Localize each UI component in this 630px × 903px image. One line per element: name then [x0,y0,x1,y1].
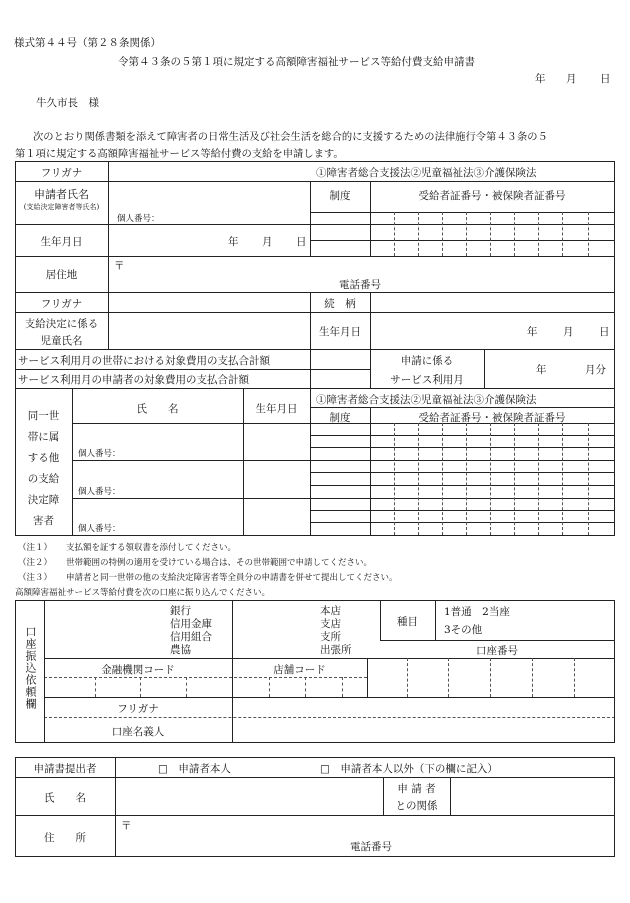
address-label: 居住地 [45,269,78,281]
date-month[interactable]: 月 [566,73,577,85]
household-side-6: 害者 [33,515,54,527]
household-side-5: 決定障 [27,494,60,506]
household-name-header: 氏 名 [136,403,179,415]
service-year[interactable]: 年 [536,364,547,376]
submitter-self-checkbox[interactable]: □ 申請者本人 [158,763,231,775]
cert-number-label: 受給者証番号・被保険者証番号 [418,190,566,202]
household-law-options[interactable]: ①障害者総合支援法②児童福祉法③介護保険法 [316,394,537,406]
submitter-phone-label: 電話番号 [350,841,392,853]
applicant-name-label: 申請者氏名 [34,188,89,201]
note-1-tag: （注１） [18,543,53,553]
inst-type-bank[interactable]: 銀行 [170,605,191,617]
applicant-furigana-label: フリガナ [40,167,83,179]
note-2-text: 世帯範囲の特例の適用を受けている場合は、その世帯範囲で申請してください。 [66,558,373,568]
applicant-law-options[interactable]: ①障害者総合支援法②児童福祉法③介護保険法 [316,167,537,179]
relation-label: 続 柄 [324,298,356,310]
bank-code-label: 金融機関コード [101,664,175,676]
child-name-label-2: 児童氏名 [40,335,83,347]
child-birth-year[interactable]: 年 [527,326,538,338]
branch-type-sub[interactable]: 出張所 [320,644,352,656]
inst-type-shinkin[interactable]: 信用金庫 [170,618,212,630]
branch-type-branch[interactable]: 支店 [320,618,341,630]
household-side-2: 帯に属 [27,431,60,443]
intro-line-1: 次のとおり関係書類を添えて障害者の日常生活及び社会生活を総合的に支援するための法律施行令第４３条の５ [33,131,548,143]
date-year[interactable]: 年 [535,73,546,85]
inst-type-kumiai[interactable]: 信用組合 [170,631,212,643]
bank-intro: 高額障害福祉サービス等給付費を次の口座に振り込んでください。 [15,588,271,598]
household-side-1: 同一世 [27,410,60,422]
household-seido: 制度 [329,412,351,424]
branch-type-main[interactable]: 本店 [320,605,341,617]
submitter-other-checkbox[interactable]: □ 申請者本人以外（下の欄に記入） [320,763,498,775]
phone-label: 電話番号 [339,279,381,291]
note-3-text: 申請者と同一世帯の他の支給決定障害者等全員分の申請書を併せて提出してください。 [66,573,398,583]
household-side-4: の支給 [27,473,60,485]
bank-furigana-label: フリガナ [117,703,159,715]
household-kojin-1: 個人番号： [78,449,121,459]
addressee: 牛久市長 様 [36,97,99,109]
child-birth-day[interactable]: 日 [599,326,610,338]
child-birth-month[interactable]: 月 [563,326,574,338]
form-title: 令第４３条の５第１項に規定する高額障害福祉サービス等給付費支給申請書 [118,56,475,68]
household-side-3: する他 [27,452,60,464]
date-day[interactable]: 日 [600,73,611,85]
note-1-text: 支払額を証する領収書を添付してください。 [66,543,237,553]
kind-label: 種目 [397,616,418,628]
household-total-label: サービス利用月の世帯における対象費用の支払合計額 [18,355,270,367]
intro-line-2: 第１項に規定する高額障害福祉サービス等給付費の支給を申請します。 [15,148,344,160]
submitter-relation-1: 申 請 者 [397,783,436,795]
household-birth-header: 生年月日 [255,403,298,415]
child-birth-label: 生年月日 [319,326,361,338]
birth-year[interactable]: 年 [228,236,239,248]
submitter-name-label: 氏 名 [44,792,86,804]
child-furigana-label: フリガナ [40,298,83,310]
service-month-label-1: 申請に係る [400,355,454,367]
kind-options-1[interactable]: 1普通 2当座 [444,606,510,618]
household-cert-label: 受給者証番号・被保険者証番号 [418,412,566,424]
submitter-postal-mark: 〒 [121,820,132,832]
seido-label: 制度 [329,190,351,202]
postal-mark: 〒 [114,260,125,272]
submitter-relation-2: との関係 [395,800,438,812]
note-2-tag: （注２） [18,558,53,568]
branch-code-label: 店舗コード [273,664,326,676]
inst-type-nokyo[interactable]: 農協 [170,644,191,656]
household-kojin-3: 個人番号： [78,524,121,534]
form-number: 様式第４４号（第２８条関係） [14,37,161,49]
applicant-name-sublabel: (支給決定障害者等氏名) [23,203,100,211]
account-holder-label: 口座名義人 [111,726,165,738]
kind-options-2[interactable]: 3その他 [444,624,483,636]
bank-side-label: 口座振込依頼欄 [24,626,37,710]
child-name-label-1: 支給決定に係る [24,318,99,330]
birth-day[interactable]: 日 [296,236,307,248]
applicant-kojin-label: 個人番号： [117,214,160,224]
birth-month[interactable]: 月 [262,236,273,248]
submitter-label: 申請書提出者 [33,763,97,775]
submitter-address-label: 住 所 [44,832,86,844]
birth-label: 生年月日 [40,236,83,248]
service-month-label-2: サービス利用月 [390,374,464,386]
applicant-total-label: サービス利用月の申請者の対象費用の支払合計額 [18,374,249,386]
account-number-label: 口座番号 [476,645,518,657]
branch-type-office[interactable]: 支所 [320,631,341,643]
note-3-tag: （注３） [18,573,53,583]
household-kojin-2: 個人番号： [78,487,121,497]
service-month[interactable]: 月分 [585,364,606,376]
